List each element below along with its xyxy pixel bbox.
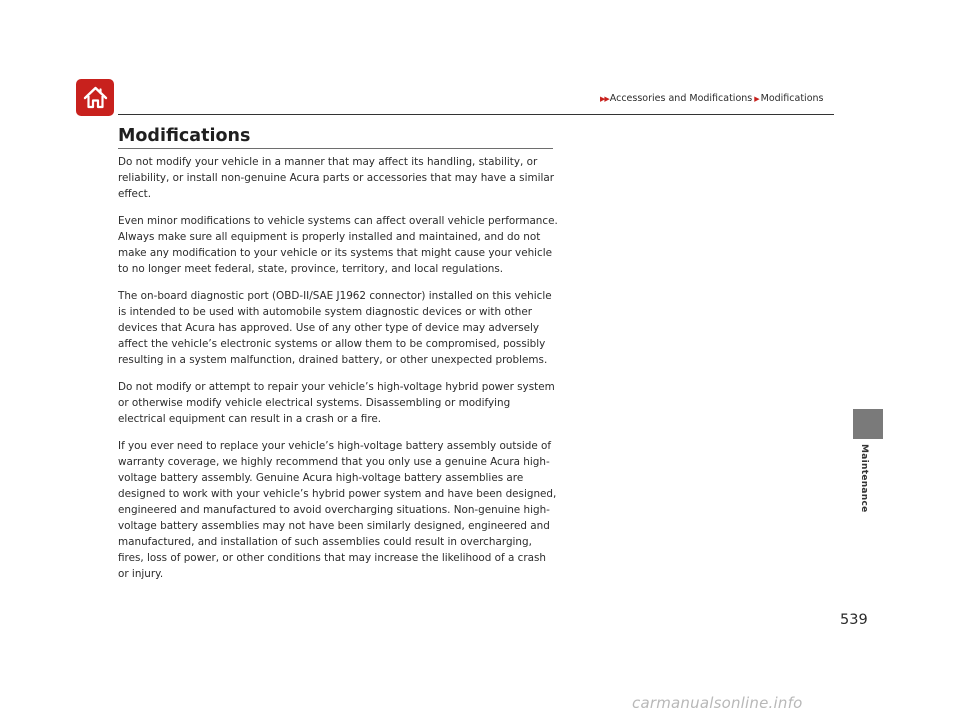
home-icon [82, 84, 109, 111]
home-button[interactable] [76, 79, 114, 116]
title-divider [118, 148, 553, 149]
paragraph: Even minor modifications to vehicle systems can affect overall vehicle performance. Always make sure all equipment is properly installed and maintained, and do not make any modification to your vehicle or its systems that might cause your vehicle to no longer meet federal, state, province, territory, and local regulations. [118, 215, 558, 275]
page-title: Modifications [118, 126, 251, 146]
watermark: carmanualsonline.info [632, 694, 803, 712]
breadcrumb-item-modifications[interactable]: Modifications [760, 93, 824, 104]
breadcrumb [600, 93, 840, 104]
breadcrumb-item-accessories[interactable]: Accessories and Modifications [609, 93, 753, 104]
body-text [118, 154, 558, 593]
paragraph: Do not modify or attempt to repair your vehicle’s high-voltage hybrid power system or otherwise modify vehicle electrical systems. Disassembling or modifying electrical equipment can result in a crash or a fire. [118, 381, 555, 425]
section-tab-maintenance[interactable] [853, 409, 883, 439]
double-triangle-icon: ▶▶ [600, 94, 609, 103]
header-divider [118, 114, 834, 115]
section-tab-label: Maintenance [859, 444, 869, 513]
page-number: 539 [840, 612, 868, 628]
paragraph: The on-board diagnostic port (OBD-II/SAE J1962 connector) installed on this vehicle is intended to be used with automobile system diagnostic devices or with other devices that Acura has approved. Use of any other type of device may adversely affect the vehicle’s electronic systems or allow them to be compromised, possibly resulting in a system malfunction, drained battery, or other unexpected problems. [118, 290, 552, 366]
paragraph: Do not modify your vehicle in a manner that may affect its handling, stability, or reliability, or install non-genuine Acura parts or accessories that may have a similar effect. [118, 156, 555, 200]
paragraph: If you ever need to replace your vehicle’s high-voltage battery assembly outside of warranty coverage, we highly recommend that you only use a genuine Acura high-voltage battery assembly. Genuine Acura high-voltage battery assemblies are designed to work with your vehicle’s hybrid power system and have been designed, engineered and manufactured to avoid overcharging situations. Non-genuine high-voltage battery assemblies may not have been similarly designed, engineered and manufactured, and installation of such assemblies could result in overcharging, fires, loss of power, or other conditions that may increase the likelihood of a crash or injury. [118, 440, 557, 580]
triangle-icon: ▶ [754, 94, 760, 103]
